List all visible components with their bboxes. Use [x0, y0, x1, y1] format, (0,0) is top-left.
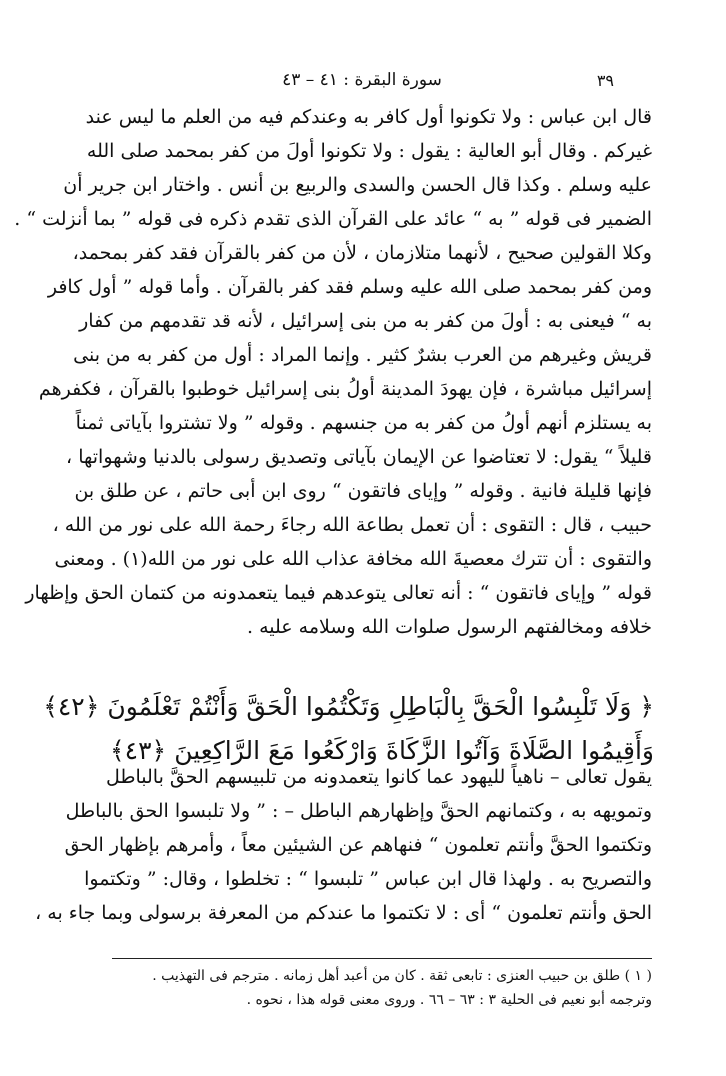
text-line: وتمويهه به ، وكتمانهم الحقَّ وإظهارهم الباطل – : ” ولا تلبسوا الحق بالباطل — [65, 800, 652, 822]
text-line: يقول تعالى – ناهياً لليهود عما كانوا يتعمدونه من تلبيسهم الحقَّ بالباطل — [105, 766, 652, 788]
text-line: قوله ” وإياى فاتقون “ : أنه تعالى يتوعدهم فيما يتعمدونه من كتمان الحق وإظهار — [25, 582, 652, 604]
text-line: قال ابن عباس : ولا تكونوا أول كافر به وعندكم فيه من العلم ما ليس عند — [85, 106, 652, 128]
running-title: سورة البقرة : ٤١ – ٤٣ — [282, 70, 442, 90]
text-line: إسرائيل مباشرة ، فإن يهودَ المدينة أولُ بنى إسرائيل خوطبوا بالقرآن ، فكفرهم — [38, 378, 652, 400]
text-line: وكلا القولين صحيح ، لأنهما متلازمان ، لأن من كفر بالقرآن فقد كفر بمحمد، — [72, 242, 652, 264]
text-line: الضمير فى قوله ” به “ عائد على القرآن الذى تقدم ذكره فى قوله ” بما أنزلت “ . — [14, 208, 652, 230]
text-line: به “ فيعنى به : أولَ من كفر به من بنى إسرائيل ، لأنه قد تقدمهم من كفار — [79, 310, 652, 332]
footnote-line: وترجمه أبو نعيم فى الحلية ٣ : ٦٣ – ٦٦ . وروى معنى قوله هذا ، نحوه . — [246, 992, 652, 1008]
text-line: غيركم . وقال أبو العالية : يقول : ولا تكونوا أولَ من كفر بمحمد صلى الله — [86, 140, 652, 162]
text-line: قليلاً “ يقول: لا تعتاضوا عن الإيمان بآياتى وتصديق رسولى بالدنيا وشهواتها ، — [66, 446, 652, 468]
text-line: فإنها قليلة فانية . وقوله ” وإياى فاتقون “ روى ابن أبى حاتم ، عن طلق بن — [74, 480, 652, 502]
verse-line-43: وَأَقِيمُوا الصَّلَاةَ وَآتُوا الزَّكَاةَ وَارْكَعُوا مَعَ الرَّاكِعِينَ ﴿٤٣﴾ — [110, 736, 654, 765]
footnote-divider — [112, 958, 652, 959]
text-line: به يستلزم أنهم أولُ من كفر به من جنسهم . وقوله ” ولا تشتروا بآياتى ثمناً — [75, 412, 652, 434]
page-number: ٣٩ — [596, 71, 614, 90]
text-line: الحق وأنتم تعلمون “ أى : لا تكتموا ما عندكم من المعرفة برسولى وبما جاء به ، — [35, 902, 652, 924]
text-line: ومن كفر بمحمد صلى الله عليه وسلم فقد كفر بالقرآن . وأما قوله ” أول كافر — [47, 276, 652, 298]
commentary-paragraph-1 — [14, 100, 652, 644]
page-header — [110, 68, 614, 94]
text-line: قريش وغيرهم من العرب بشرٌ كثير . وإنما المراد : أول من كفر به من بنى — [73, 344, 652, 366]
text-line: عليه وسلم . وكذا قال الحسن والسدى والربيع بن أنس . واختار ابن جرير أن — [63, 174, 652, 196]
text-line: خلافه ومخالفتهم الرسول صلوات الله وسلامه عليه . — [247, 616, 652, 638]
text-line: والتصريح به . ولهذا قال ابن عباس ” تلبسوا “ : تخلطوا ، وقال: ” وتكتموا — [84, 868, 652, 890]
verse-line-42: ﴿ وَلَا تَلْبِسُوا الْحَقَّ بِالْبَاطِلِ وَتَكْتُمُوا الْحَقَّ وَأَنْتُمْ تَعْلَمُونَ ﴿٤٢﴾ — [43, 692, 654, 721]
text-line: حبيب ، قال : التقوى : أن تعمل بطاعة الله رجاءَ رحمة الله على نور من الله ، — [52, 514, 652, 536]
text-line: وتكتموا الحقَّ وأنتم تعلمون “ فنهاهم عن الشيئين معاً ، وأمرهم بإظهار الحق — [64, 834, 652, 856]
text-line: والتقوى : أن تترك معصيةَ الله مخافة عذاب الله على نور من الله(١) . ومعنى — [54, 548, 652, 570]
footnotes — [112, 964, 652, 1012]
commentary-paragraph-2 — [35, 760, 652, 930]
footnote-line: ( ١ ) طلق بن حبيب العنزى : تابعى ثقة . كان من أعبد أهل زمانه . مترجم فى التهذيب . — [152, 968, 652, 984]
